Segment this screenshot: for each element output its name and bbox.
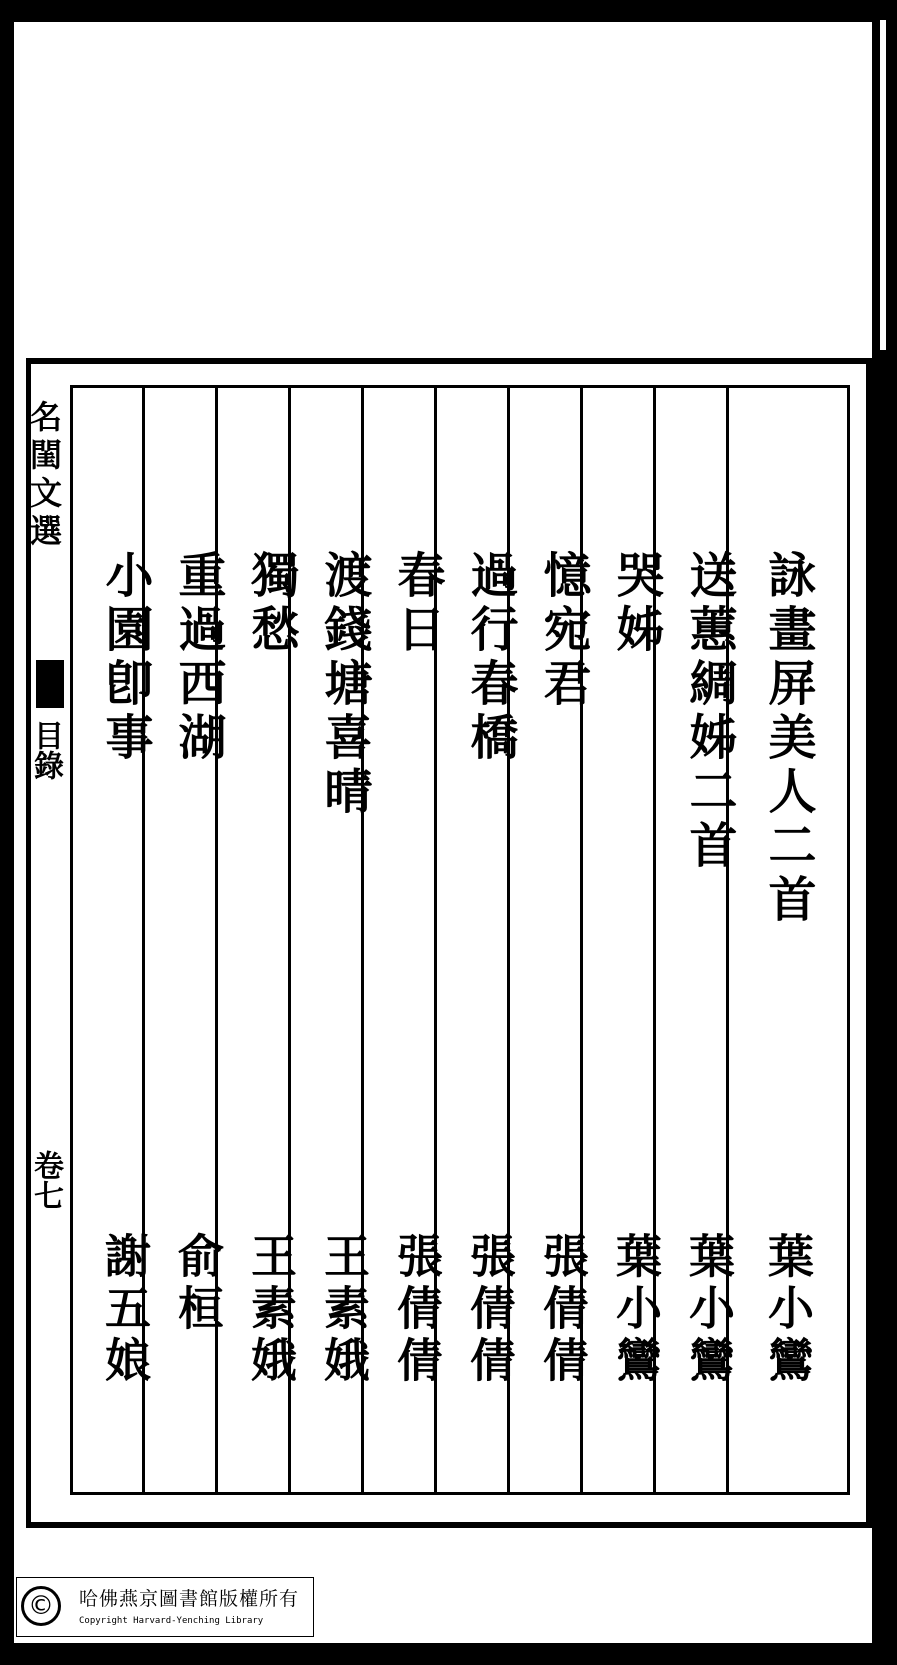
entry-title: 憶宛君 xyxy=(535,550,591,712)
entry-author: 張倩倩 xyxy=(536,1232,590,1388)
copyright-icon: © xyxy=(21,1586,61,1626)
entry-title: 詠畫屏美人二首 xyxy=(760,550,816,928)
entry-author: 謝五娘 xyxy=(98,1232,152,1388)
band-book-title: 名閨文選 xyxy=(25,400,63,552)
entry-title: 過行春橋 xyxy=(462,550,518,766)
entry-title: 渡錢塘喜晴 xyxy=(316,550,372,820)
entry-title: 重過西湖 xyxy=(170,550,226,766)
entry-author: 葉小鸞 xyxy=(761,1232,815,1388)
entry-author: 張倩倩 xyxy=(463,1232,517,1388)
copyright-english: Copyright Harvard-Yenching Library xyxy=(79,1616,264,1626)
page-edge-bottom xyxy=(0,1643,897,1665)
page-edge-right-gap xyxy=(880,20,886,350)
entry-author: 葉小鸞 xyxy=(682,1232,736,1388)
band-column xyxy=(25,390,68,1490)
copyright-chinese: 哈佛燕京圖書館版權所有 xyxy=(79,1588,300,1610)
entry-title: 春日 xyxy=(389,550,445,658)
entry-author: 張倩倩 xyxy=(390,1232,444,1388)
entry-title: 送蕙綢姊二首 xyxy=(681,550,737,874)
band-page-number: 卷七 xyxy=(28,1150,63,1210)
page-edge-left xyxy=(0,0,14,1665)
entry-title: 小園卽事 xyxy=(97,550,153,766)
entry-author: 葉小鸞 xyxy=(609,1232,663,1388)
entry-author: 王素娥 xyxy=(244,1232,298,1388)
fish-tail-mark xyxy=(36,660,64,708)
entry-title: 哭姊 xyxy=(608,550,664,658)
copyright-stamp xyxy=(16,1577,314,1637)
page-edge-top xyxy=(0,0,897,22)
band-section: 目錄 xyxy=(28,720,63,780)
entry-author: 俞桓 xyxy=(171,1232,225,1336)
entry-title: 獨愁 xyxy=(243,550,299,658)
entry-author: 王素娥 xyxy=(317,1232,371,1388)
